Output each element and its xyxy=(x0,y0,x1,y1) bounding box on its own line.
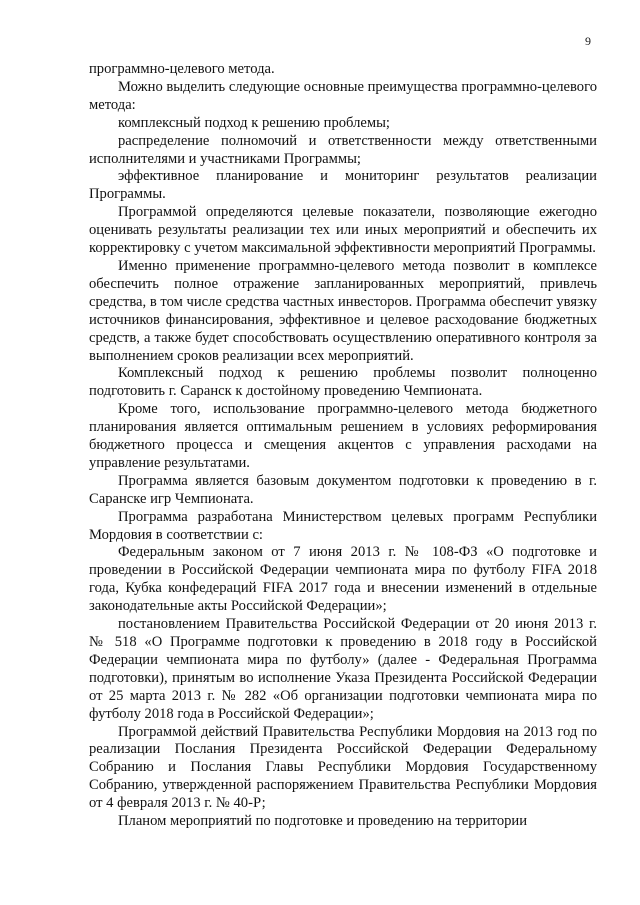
body-paragraph: распределение полномочий и ответственности между ответственными исполнителями и участниками Программы; xyxy=(89,132,597,167)
body-paragraph: Программой определяются целевые показатели, позволяющие ежегодно оценивать результаты реализации тех или иных мероприятий и обеспечить их корректировку с учетом максимальной эффективности мероприятий Программы. xyxy=(89,204,597,257)
body-paragraph: комплексный подход к решению проблемы; xyxy=(118,114,390,131)
document-body xyxy=(89,61,597,831)
body-paragraph: программно-целевого метода. xyxy=(89,61,275,77)
body-paragraph: Программой действий Правительства Республики Мордовия на 2013 год по реализации Послания Президента Российской Федерации Федеральному Собранию и Послания Главы Республики Мордовия Государственному Собранию, утвержденной распоряжением Правительства Республики Мордовия от 4 февраля 2013 г. № 40-Р; xyxy=(89,723,597,812)
body-paragraph: Именно применение программно-целевого метода позволит в комплексе обеспечить полное отражение запланированных мероприятий, привлечь средства, в том числе средства частных инвесторов. Программа обеспечит увязку источников финансирования, эффективное и целевое расходование бюджетных средств, а также будет способствовать осуществлению оперативного контроля за выполнением сроков реализации всех мероприятий. xyxy=(89,257,597,364)
body-paragraph: Программа разработана Министерством целевых программ Республики Мордовия в соответствии с: xyxy=(89,508,597,543)
page-number: 9 xyxy=(585,34,591,48)
body-paragraph: Кроме того, использование программно-целевого метода бюджетного планирования является оптимальным решением в условиях реформирования бюджетного процесса и смещения акцентов с управления расходами на управление результатами. xyxy=(89,401,597,471)
body-paragraph: Комплексный подход к решению проблемы позволит полноценно подготовить г. Саранск к достойному проведению Чемпионата. xyxy=(89,365,597,400)
body-paragraph: Федеральным законом от 7 июня 2013 г. № 108-ФЗ «О подготовке и проведении в Российской Федерации чемпионата мира по футболу FIFA 2018 года, Кубка конфедераций FIFA 2017 года и внесении изменений в отдельные законодательные акты Российской Федерации»; xyxy=(89,544,597,615)
body-paragraph: Планом мероприятий по подготовке и проведению на территории xyxy=(118,813,528,830)
body-paragraph: эффективное планирование и мониторинг результатов реализации Программы. xyxy=(89,168,597,203)
body-paragraph: постановлением Правительства Российской Федерации от 20 июня 2013 г. № 518 «О Программе подготовки к проведению в 2018 году в Российской Федерации чемпионата мира по футболу» (далее - Федеральная Программа подготовки), принятым во исполнение Указа Президента Российской Федерации от 25 марта 2013 г. № 282 «Об организации подготовки чемпионата мира по футболу 2018 года в Российской Федерации»; xyxy=(89,616,597,722)
body-paragraph: Можно выделить следующие основные преимущества программно-целевого метода: xyxy=(89,78,597,113)
body-paragraph: Программа является базовым документом подготовки к проведению в г. Саранске игр Чемпионата. xyxy=(89,472,597,507)
